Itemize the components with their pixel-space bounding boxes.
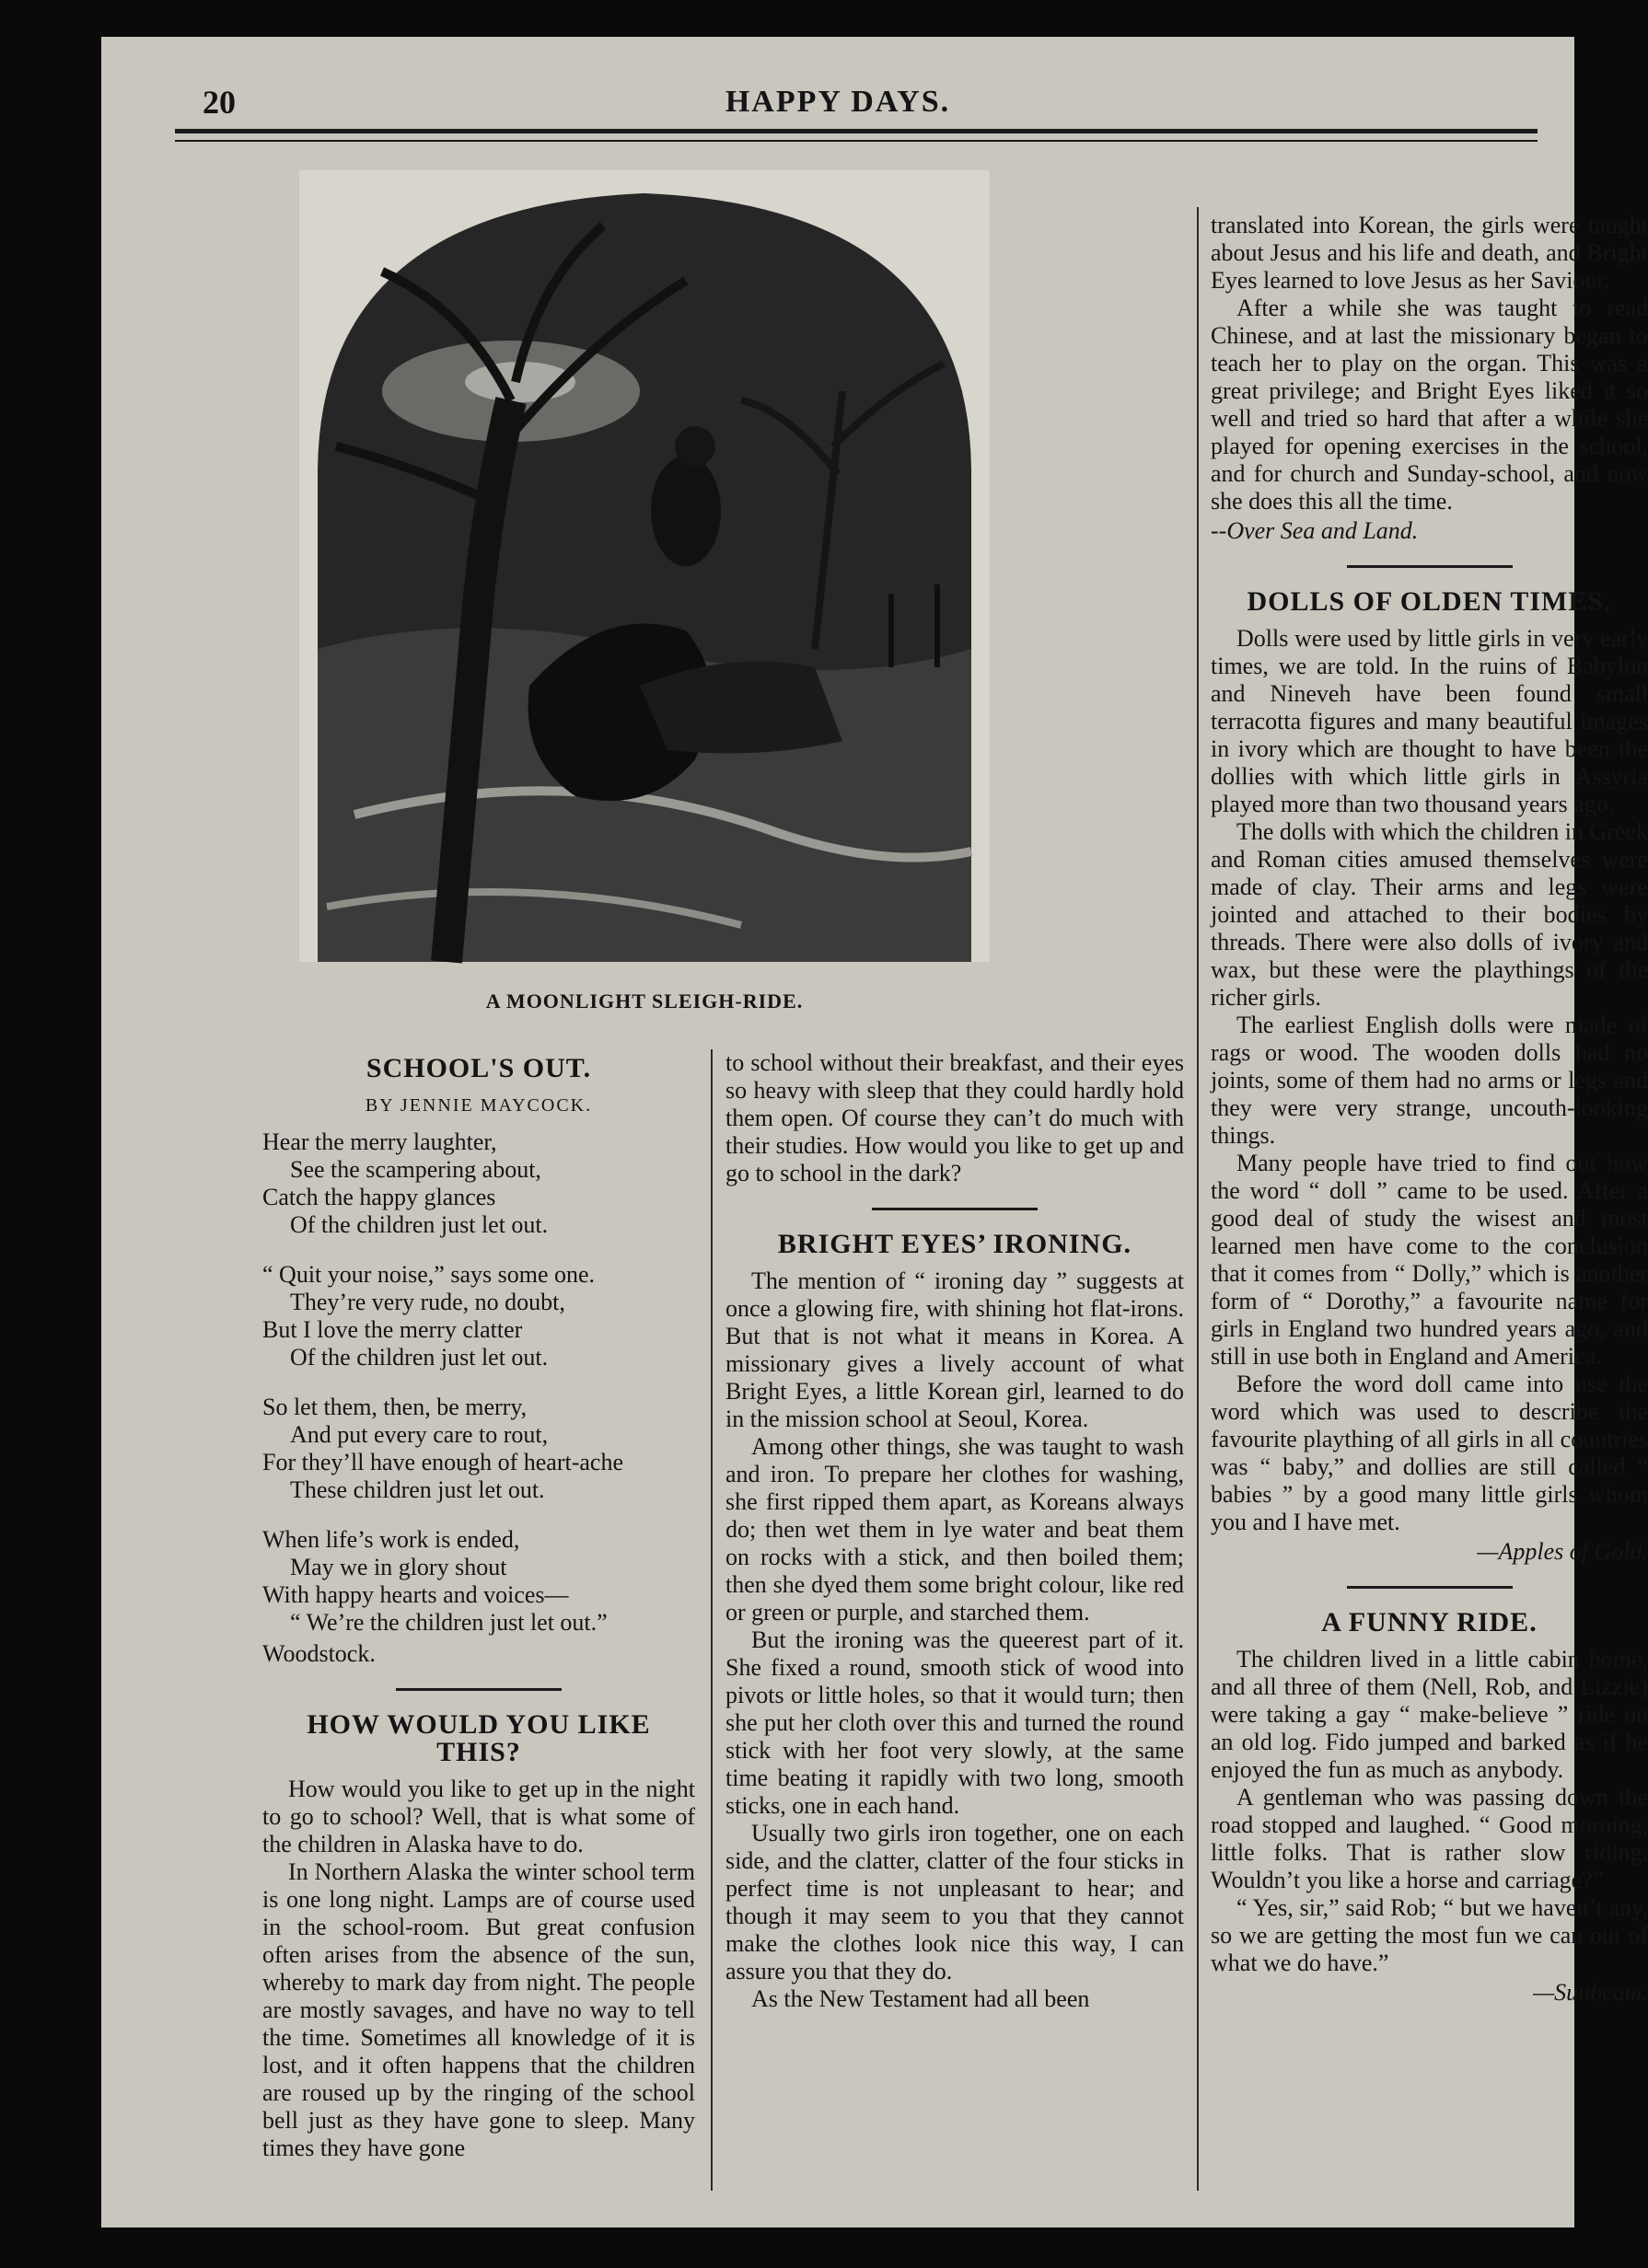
- poem-line: But I love the merry clatter: [262, 1316, 523, 1343]
- paragraph-continued: to school without their breakfast, and their eyes so heavy with sleep that they could hardly hold them open. Of course they can’t do much with their studies. How would you like to get up and go to school in the dark?: [725, 1049, 1184, 1186]
- schools-out-title: SCHOOL'S OUT.: [366, 1053, 592, 1083]
- paragraph: How would you like to get up in the night to go to school? Well, that is what some of the children in Alaska have to do.: [262, 1776, 695, 1857]
- paragraph: In Northern Alaska the winter school term is one long night. Lamps are of course used in the school-room. But great confusion often arises from the absence of the sun, whereby to mark day from night. The people are mostly savages, and have no way to tell the time. Sometimes all knowledge of it is lost, and it often happens that the children are roused up by the ringing of the school bell just as they have gone to sleep. Many times they have gone: [262, 1858, 695, 2161]
- poem-line: With happy hearts and voices—: [262, 1581, 569, 1608]
- poem-stanza: [262, 1128, 695, 1239]
- poem-line: See the scampering about,: [290, 1156, 541, 1183]
- paragraph: The earliest English dolls were made of rags or wood. The wooden dolls had no joints, some of them had no arms or legs and they were very strange, uncouth-looking things.: [1211, 1012, 1648, 1149]
- poem-line: They’re very rude, no doubt,: [290, 1289, 565, 1315]
- poem-line: May we in glory shout: [290, 1554, 507, 1580]
- paragraph: Many people have tried to find out how the word “ doll ” came to be used. After a good deal of study the wisest and most learned men have come to the conclusion that it comes from “ Dolly,” which is another form of “ Dorothy,” a favourite name for girls in England two hundred years ago, and still in use both in England and America.: [1211, 1150, 1648, 1370]
- section-divider: [1347, 1586, 1513, 1589]
- section-divider: [872, 1208, 1038, 1210]
- column-rule-right: [1197, 207, 1199, 2191]
- figure-caption: A MOONLIGHT SLEIGH-RIDE.: [485, 989, 804, 1012]
- paragraph: The children lived in a little cabin home, and all three of them (Nell, Rob, and Lizzie) were taking a gay “ make-believe ” ride on an old log. Fido jumped and barked as if he enjoyed the fun as much as anybody.: [1211, 1646, 1648, 1783]
- poem-line: “ We’re the children just let out.”: [290, 1609, 608, 1636]
- paragraph: Before the word doll came into use the word which was used to describe the favourite plaything of all girls in all countries was “ baby,” and dollies are still called “ babies ” by a good many little girls whom you and I have met.: [1211, 1371, 1648, 1535]
- paragraph: The mention of “ ironing day ” suggests at once a glowing fire, with shining hot flat-irons. But that is not what it means in Korea. A missionary gives a lively account of what Bright Eyes, a little Korean girl, learned to do in the mission school at Seoul, Korea.: [725, 1267, 1184, 1432]
- newspaper-page: [101, 37, 1648, 2228]
- poem-line: So let them, then, be merry,: [262, 1394, 528, 1420]
- paragraph: Dolls were used by little girls in very early times, we are told. In the ruins of Babylon and Nineveh have been found small terracotta figures and many beautiful images in ivory which are thought to have been the dollies with which little girls in Assyria played more than two thousand years ago.: [1211, 625, 1648, 817]
- how-would-title: HOW WOULD YOU LIKE THIS?: [307, 1709, 651, 1767]
- bright-eyes-source: --Over Sea and Land.: [1211, 517, 1419, 544]
- dolls-source: —Apples of Gold.: [1477, 1538, 1648, 1565]
- header-rule-thick: [175, 129, 1538, 133]
- poem-line: Of the children just let out.: [290, 1211, 549, 1238]
- sleigh-ride-engraving: [299, 170, 990, 962]
- poem-stanza: [262, 1394, 695, 1504]
- poem-line: Of the children just let out.: [290, 1344, 549, 1371]
- bright-eyes-title: BRIGHT EYES’ IRONING.: [777, 1229, 1132, 1259]
- running-head-title: HAPPY DAYS.: [725, 85, 951, 119]
- section-divider: [396, 1688, 562, 1691]
- poem-stanza: [262, 1261, 695, 1371]
- paragraph: “ Yes, sir,” said Rob; “ but we haven’t any, so we are getting the most fun we can out of what we do have.”: [1211, 1894, 1648, 1976]
- poem-line: And put every care to rout,: [290, 1421, 549, 1448]
- section-divider: [1347, 565, 1513, 568]
- poem-line: Hear the merry laughter,: [262, 1128, 497, 1155]
- paragraph: A gentleman who was passing down the road stopped and laughed. “ Good morning, little folks. That is rather slow riding. Wouldn’t you like a horse and carriage?”: [1211, 1784, 1648, 1893]
- paragraph: As the New Testament had all been: [751, 1985, 1090, 2012]
- paragraph: Usually two girls iron together, one on each side, and the clatter, clatter of the four sticks in perfect time is not unpleasant to hear; and though it may seem to you that they cannot make the clothes look nice this way, I can assure you that they do.: [725, 1820, 1184, 1984]
- dolls-title: DOLLS OF OLDEN TIMES.: [1247, 586, 1612, 617]
- page-number: 20: [203, 84, 236, 121]
- paragraph: Among other things, she was taught to wash and iron. To prepare her clothes for washing, she first ripped them apart, as Koreans always do; then wet them in lye water and beat them on rocks with a stick, and then boiled them; then she dyed them some bright colour, like red or green or purple, and starched them.: [725, 1433, 1184, 1626]
- schools-out-byline: BY JENNIE MAYCOCK.: [365, 1095, 593, 1116]
- engraving-illustration: [299, 170, 990, 962]
- left-column: [262, 1049, 695, 2162]
- paragraph: But the ironing was the queerest part of it. She fixed a round, smooth stick of wood into pivots or little holes, so that it would turn; then she put her cloth over this and turned the round stick with her foot very slowly, at the same time beating it rapidly with two long, smooth sticks, one in each hand.: [725, 1626, 1184, 1819]
- paragraph-continued: translated into Korean, the girls were taught about Jesus and his life and death, and Bright Eyes learned to love Jesus as her Saviour.: [1211, 212, 1648, 294]
- header-rule-thin: [175, 140, 1538, 142]
- column-rule-left: [711, 1049, 713, 2191]
- poem-line: These children just let out.: [290, 1476, 545, 1503]
- poem-line: When life’s work is ended,: [262, 1526, 520, 1553]
- poem-line: For they’ll have enough of heart-ache: [262, 1449, 624, 1475]
- poem-line: Catch the happy glances: [262, 1184, 496, 1210]
- right-column: [1211, 212, 1648, 2007]
- paragraph: After a while she was taught to read Chinese, and at last the missionary began to teach her to play on the organ. This was a great privilege; and Bright Eyes liked it so well and tried so hard that after a while she played for opening exercises in the school, and for church and Sunday-school, and now she does this all the time.: [1211, 295, 1648, 515]
- funny-ride-source: —Sunbeam.: [1533, 1979, 1648, 2006]
- middle-column: [725, 1049, 1184, 2013]
- funny-ride-title: A FUNNY RIDE.: [1321, 1607, 1538, 1637]
- poem-line: “ Quit your noise,” says some one.: [262, 1261, 596, 1288]
- paragraph: The dolls with which the children in Greek and Roman cities amused themselves were made of clay. Their arms and legs were jointed and attached to their bodies by threads. There were also dolls of ivory and wax, but these were the playthings of the richer girls.: [1211, 818, 1648, 1011]
- poem-source: Woodstock.: [262, 1640, 376, 1667]
- poem-stanza: [262, 1526, 695, 1637]
